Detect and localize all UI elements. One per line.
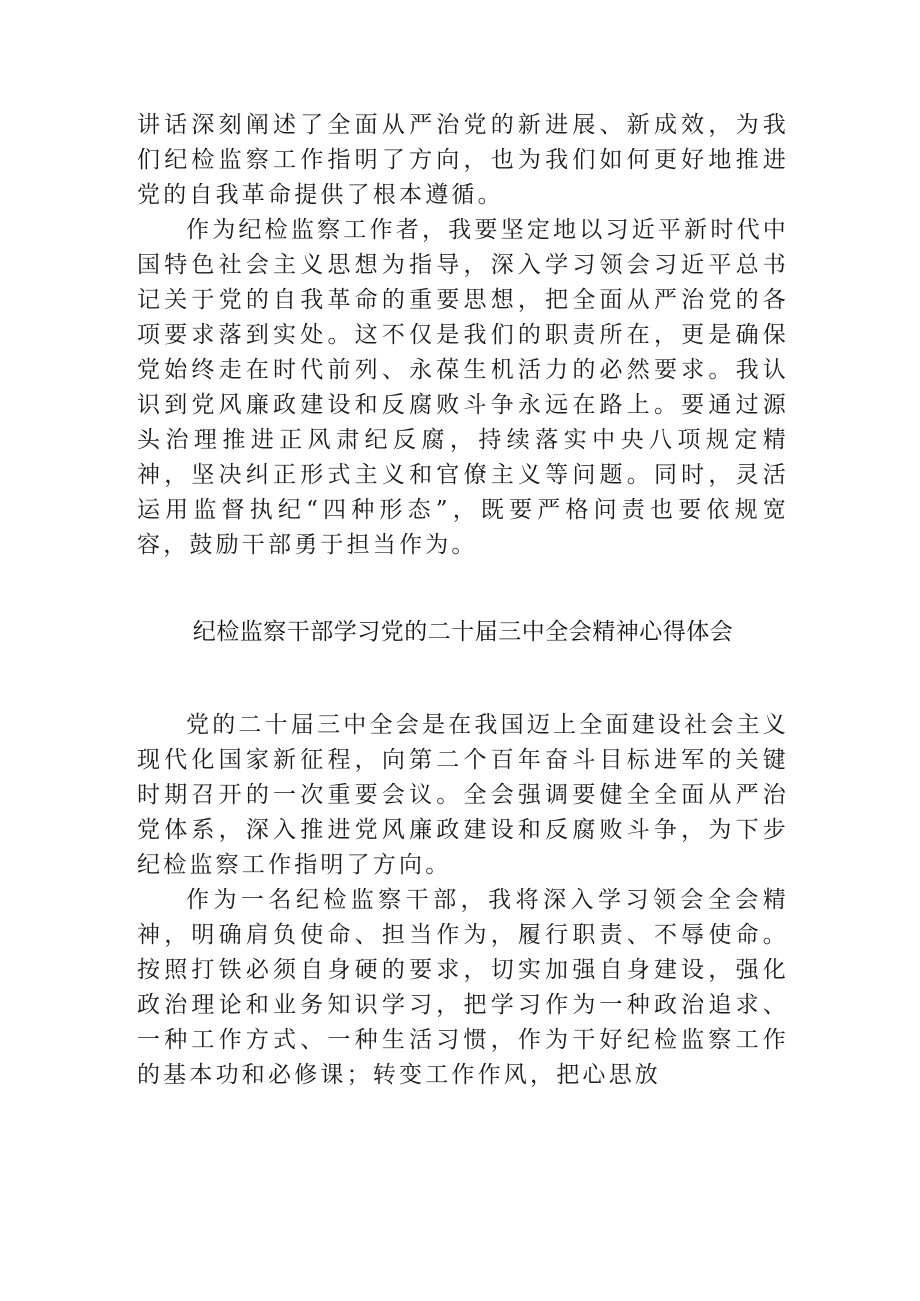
- body-paragraph: 讲话深刻阐述了全面从严治党的新进展、新成效，为我们纪检监察工作指明了方向，也为我们如何更好地推进党的自我革命提供了根本遵循。: [137, 112, 789, 208]
- body-paragraph: 作为一名纪检监察干部，我将深入学习领会全会精神，明确肩负使命、担当作为，履行职责、不辱使命。按照打铁必须自身硬的要求，切实加强自身建设，强化政治理论和业务知识学习，把学习作为一种政治追求、一种工作方式、一种生活习惯，作为干好纪检监察工作的基本功和必修课；转变工作作风，把心思放: [137, 887, 789, 1088]
- body-paragraph: 党的二十届三中全会是在我国迈上全面建设社会主义现代化国家新征程，向第二个百年奋斗目标进军的关键时期召开的一次重要会议。全会强调要健全全面从严治党体系，深入推进党风廉政建设和反腐败斗争，为下步纪检监察工作指明了方向。: [137, 712, 789, 878]
- section-title: 纪检监察干部学习党的二十届三中全会精神心得体会: [192, 619, 734, 645]
- body-paragraph: 作为纪检监察工作者，我要坚定地以习近平新时代中国特色社会主义思想为指导，深入学习领会习近平总书记关于党的自我革命的重要思想，把全面从严治党的各项要求落到实处。这不仅是我们的职责所在，更是确保党始终走在时代前列、永葆生机活力的必然要求。我认识到党风廉政建设和反腐败斗争永远在路上。要通过源头治理推进正风肃纪反腐，持续落实中央八项规定精神，坚决纠正形式主义和官僚主义等问题。同时，灵活运用监督执纪“四种形态”，既要严格问责也要依规宽容，鼓励干部勇于担当作为。: [137, 217, 789, 558]
- document-body: [137, 108, 789, 1093]
